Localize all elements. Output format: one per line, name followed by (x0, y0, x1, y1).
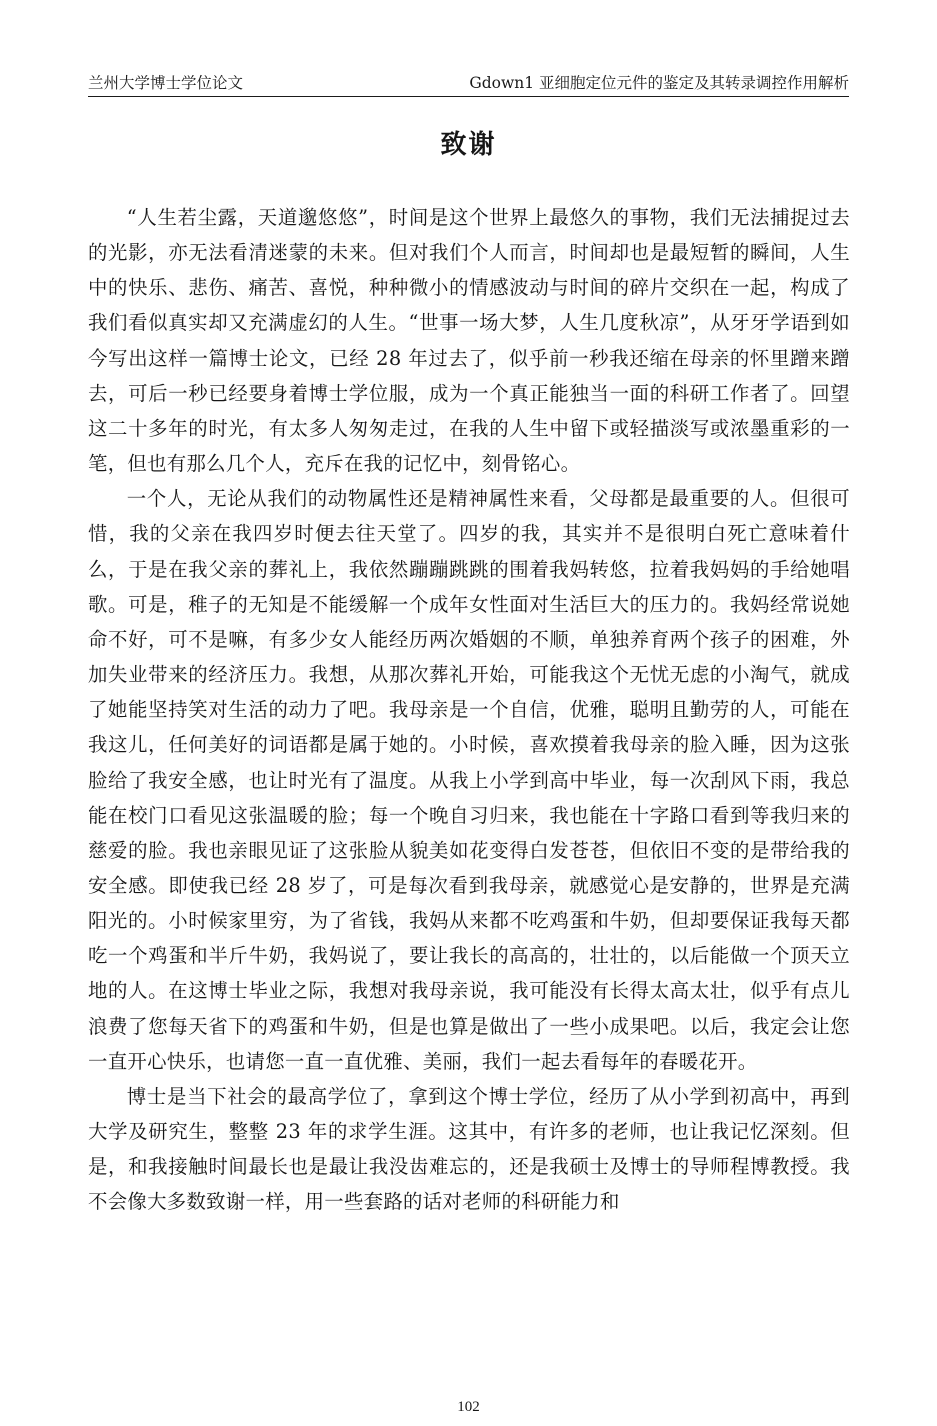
running-header (88, 70, 849, 97)
paragraph-2: 一个人，无论从我们的动物属性还是精神属性来看，父母都是最重要的人。但很可惜，我的父亲在我四岁时便去往天堂了。四岁的我，其实并不是很明白死亡意味着什么，于是在我父亲的葬礼上，我依然蹦蹦跳跳的围着我妈转悠，拉着我妈妈的手给她唱歌。可是，稚子的无知是不能缓解一个成年女性面对生活巨大的压力的。我妈经常说她命不好，可不是嘛，有多少女人能经历两次婚姻的不顺，单独养育两个孩子的困难，外加失业带来的经济压力。我想，从那次葬礼开始，可能我这个无忧无虑的小淘气，就成了她能坚持笑对生活的动力了吧。我母亲是一个自信，优雅，聪明且勤劳的人，可能在我这儿，任何美好的词语都是属于她的。小时候，喜欢摸着我母亲的脸入睡，因为这张脸给了我安全感，也让时光有了温度。从我上小学到高中毕业，每一次刮风下雨，我总能在校门口看见这张温暖的脸；每一个晚自习归来，我也能在十字路口看到等我归来的慈爱的脸。我也亲眼见证了这张脸从貌美如花变得白发苍苍，但依旧不变的是带给我的安全感。即使我已经 28 岁了，可是每次看到我母亲，就感觉心是安静的，世界是充满阳光的。小时候家里穷，为了省钱，我妈从来都不吃鸡蛋和牛奶，但却要保证我每天都吃一个鸡蛋和半斤牛奶，我妈说了，要让我长的高高的，壮壮的，以后能做一个顶天立地的人。在这博士毕业之际，我想对我母亲说，我可能没有长得太高太壮，似乎有点儿浪费了您每天省下的鸡蛋和牛奶，但是也算是做出了一些小成果吧。以后，我定会让您一直开心快乐，也请您一直一直优雅、美丽，我们一起去看每年的春暖花开。 (88, 487, 850, 1073)
paragraph-1: “人生若尘露，天道邈悠悠”，时间是这个世界上最悠久的事物，我们无法捕捉过去的光影，亦无法看清迷蒙的未来。但对我们个人而言，时间却也是最短暂的瞬间，人生中的快乐、悲伤、痛苦、喜悦，种种微小的情感波动与时间的碎片交织在一起，构成了我们看似真实却又充满虚幻的人生。“世事一场大梦，人生几度秋凉”，从牙牙学语到如今写出这样一篇博士论文，已经 28 年过去了，似乎前一秒我还缩在母亲的怀里蹭来蹭去，可后一秒已经要身着博士学位服，成为一个真正能独当一面的科研工作者了。回望这二十多年的时光，有太多人匆匆走过，在我的人生中留下或轻描淡写或浓墨重彩的一笔，但也有那么几个人，充斥在我的记忆中，刻骨铭心。 (88, 206, 850, 476)
acknowledgement-body (88, 200, 850, 1220)
page-number: 102 (457, 1399, 480, 1415)
section-title: 致谢 (440, 130, 497, 160)
header-thesis-title: Gdown1 亚细胞定位元件的鉴定及其转录调控作用解析 (469, 74, 849, 92)
paragraph-3: 博士是当下社会的最高学位了，拿到这个博士学位，经历了从小学到初高中，再到大学及研究生，整整 23 年的求学生涯。这其中，有许多的老师，也让我记忆深刻。但是，和我接触时间最长也是最让我没齿难忘的，还是我硕士及博士的导师程博教授。我不会像大多数致谢一样，用一些套路的话对老师的科研能力和 (88, 1084, 850, 1214)
header-university-title: 兰州大学博士学位论文 (88, 74, 244, 92)
